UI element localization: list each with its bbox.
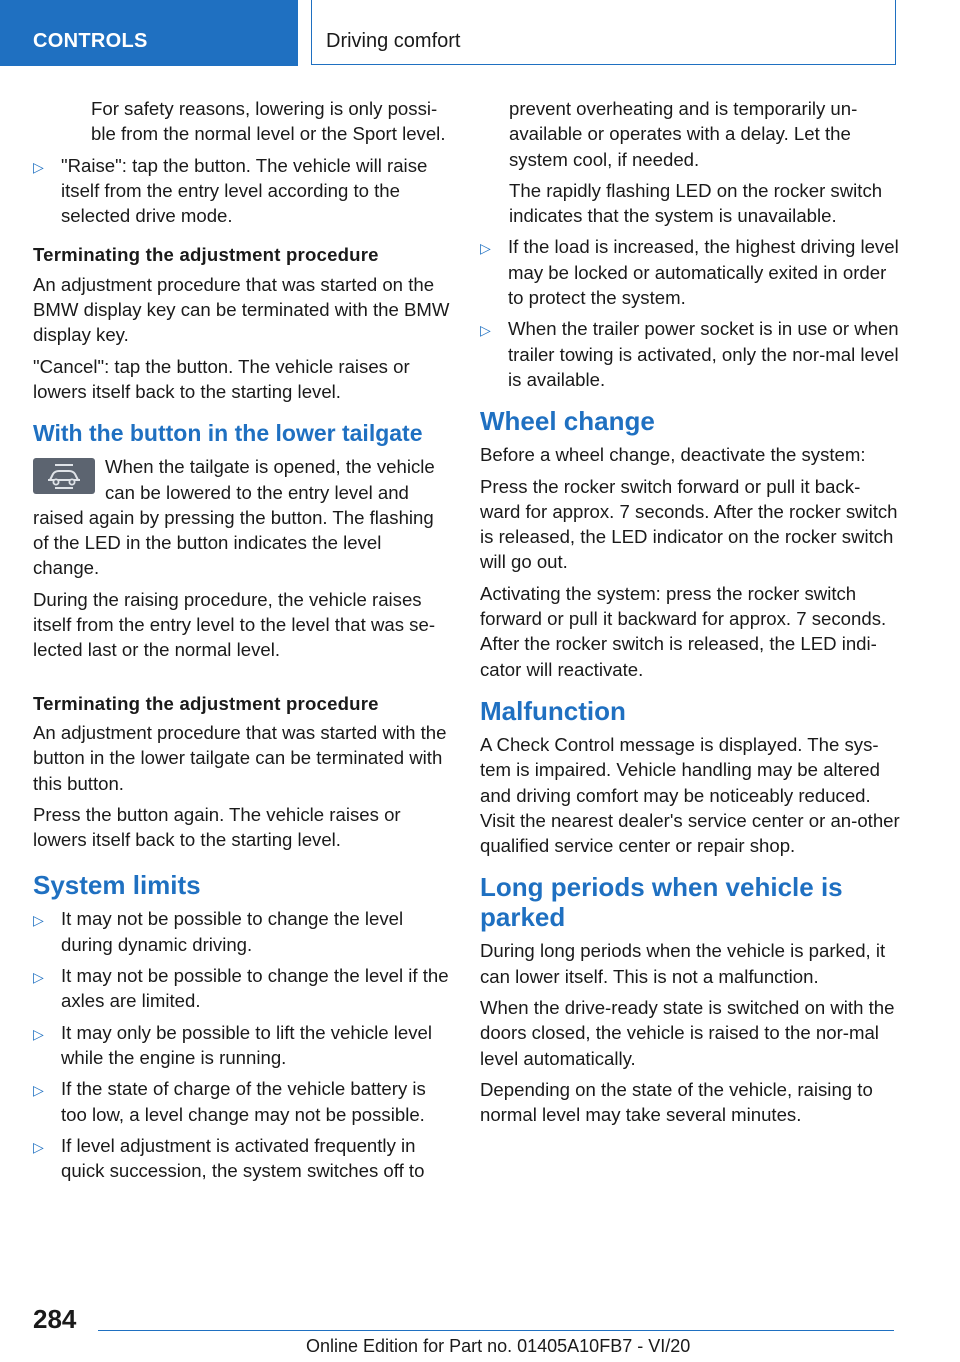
section-tab <box>0 0 298 66</box>
right-column <box>480 96 900 1134</box>
system-limits-heading: System limits <box>33 870 201 901</box>
list-item: ▷ "Raise": tap the button. The vehicle will raise itself from the entry level according to the selected drive mode. <box>33 154 428 227</box>
list-item: ▷ It may only be possible to lift the vehicle level while the engine is running. <box>33 1021 433 1068</box>
safety-paragraph: For safety reasons, lowering is only possi-ble from the normal level or the Sport level. <box>91 98 446 145</box>
long-periods-heading: Long periods when vehicle is parked <box>480 872 843 933</box>
triangle-bullet-icon: ▷ <box>480 322 491 339</box>
footer-divider <box>98 1330 894 1331</box>
page-number: 284 <box>33 1304 77 1334</box>
triangle-bullet-icon: ▷ <box>33 1082 44 1099</box>
chapter-title: Driving comfort <box>326 30 461 52</box>
paragraph: When the tailgate is opened, the vehicle can be lowered to the entry level and raised again by pressing the button. The flashing of the LED in the button indicates the level change. <box>33 456 435 579</box>
paragraph: "Cancel": tap the button. The vehicle raises or lowers itself back to the starting level. <box>33 355 410 402</box>
raise-list <box>33 153 451 229</box>
conditions-list <box>480 234 900 392</box>
list-item: ▷ When the trailer power socket is in use or when trailer towing is activated, only the nor-mal level is available. <box>480 318 899 390</box>
paragraph: Press the button again. The vehicle raises or lowers itself back to the starting level. <box>33 803 401 851</box>
triangle-bullet-icon: ▷ <box>33 158 44 175</box>
paragraph: Before a wheel change, deactivate the system: <box>480 444 866 466</box>
list-item: ▷ It may not be possible to change the level during dynamic driving. <box>33 908 404 955</box>
paragraph: Depending on the state of the vehicle, raising to normal level may take several minutes. <box>480 1078 873 1126</box>
list-item: ▷ If the state of charge of the vehicle battery is too low, a level change may not be possible. <box>33 1078 426 1125</box>
triangle-bullet-icon: ▷ <box>33 1138 44 1155</box>
tailgate-block <box>33 454 451 580</box>
terminating-heading: Terminating the adjustment procedure <box>33 692 379 714</box>
triangle-bullet-icon: ▷ <box>33 1025 44 1042</box>
triangle-bullet-icon: ▷ <box>33 969 44 986</box>
left-column <box>33 96 451 1189</box>
limits-list <box>33 906 451 1183</box>
list-item: ▷ It may not be possible to change the level if the axles are limited. <box>33 965 449 1012</box>
section-title: CONTROLS <box>33 30 148 52</box>
wheel-change-heading: Wheel change <box>480 406 655 437</box>
paragraph: Activating the system: press the rocker switch forward or pull it backward for approx. 7 seconds. After the rocker switch is released, the LED indi-cator will reactivate. <box>480 582 887 680</box>
tailgate-heading: With the button in the lower tailgate <box>33 420 423 447</box>
paragraph: An adjustment procedure that was started with the button in the lower tailgate can be terminated with this button. <box>33 721 447 794</box>
chapter-header <box>311 0 896 65</box>
paragraph: A Check Control message is displayed. The sys-tem is impaired. Vehicle handling may be altered and driving comfort may be noticeably reduced. Visit the nearest dealer's service center or an-other qualified service center or repair shop. <box>480 733 900 857</box>
triangle-bullet-icon: ▷ <box>480 240 491 257</box>
malfunction-heading: Malfunction <box>480 695 626 726</box>
car-level-icon <box>33 458 95 494</box>
terminating-heading: Terminating the adjustment procedure <box>33 244 379 266</box>
tailgate-button-image <box>33 458 95 494</box>
paragraph: During long periods when the vehicle is parked, it can lower itself. This is not a malfunction. <box>480 940 886 987</box>
paragraph: An adjustment procedure that was started on the BMW display key can be terminated with the BMW display key. <box>33 273 450 346</box>
paragraph: When the drive-ready state is switched on with the doors closed, the vehicle is raised to the nor-mal level automatically. <box>480 997 895 1069</box>
paragraph: During the raising procedure, the vehicle raises itself from the entry level to the level that was se-lected last or the normal level. <box>33 588 436 661</box>
triangle-bullet-icon: ▷ <box>33 912 44 929</box>
list-item: ▷ If level adjustment is activated frequently in quick succession, the system switches off to <box>33 1134 425 1182</box>
edition-label: Online Edition for Part no. 01405A10FB7 - VI/20 <box>306 1336 691 1356</box>
paragraph: The rapidly flashing LED on the rocker switch indicates that the system is unavailable. <box>509 179 883 227</box>
list-item: ▷ If the load is increased, the highest driving level may be locked or automatically exited in order to protect the system. <box>480 236 899 309</box>
paragraph: prevent overheating and is temporarily un-available or operates with a delay. Let the system cool, if needed. <box>509 98 858 170</box>
paragraph: Press the rocker switch forward or pull it back-ward for approx. 7 seconds. After the rocker switch is released, the LED indicator on the rocker switch will go out. <box>480 475 898 573</box>
